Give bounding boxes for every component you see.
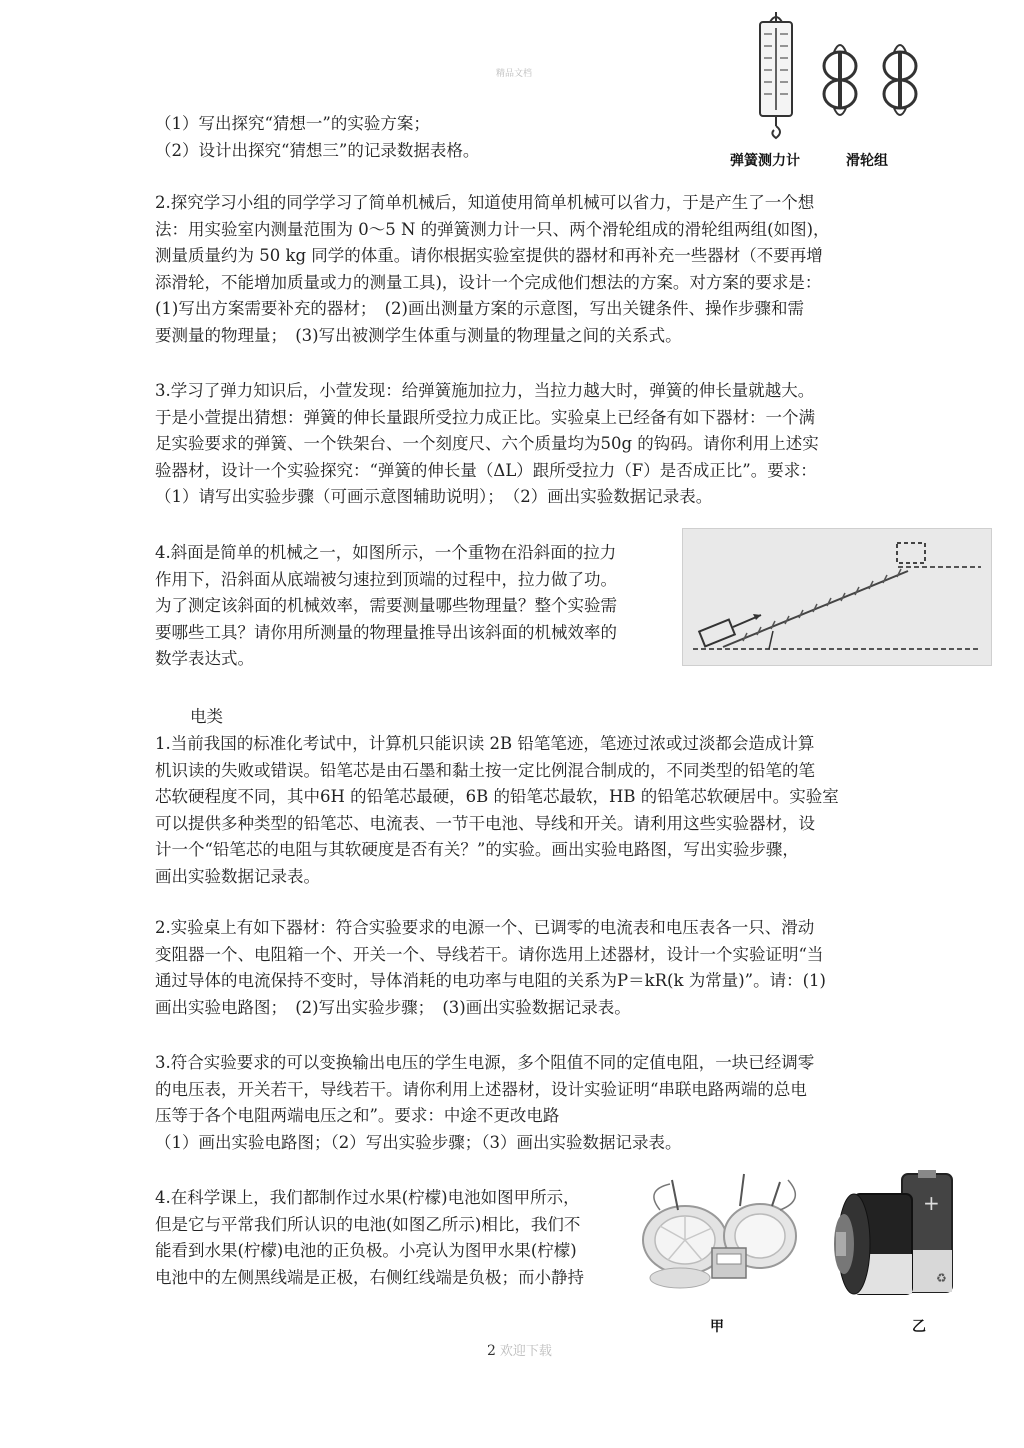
question-line: 足实验要求的弹簧、一个铁架台、一个刻度尺、六个质量均为50g 的钩码。请你利用上述实 [155,434,819,453]
question-line: 添滑轮，不能增加质量或力的测量工具)，设计一个完成他们想法的方案。对方案的要求是： [155,272,822,292]
figure-spring-scale-pulleys [728,8,968,173]
page-number: 2 [487,1343,496,1359]
question-block [155,915,826,1021]
question-line: 3.学习了弹力知识后，小萱发现：给弹簧施加拉力，当拉力越大时，弹簧的伸长量就越大。 [155,381,815,400]
question-line: 测量质量约为 50 kg 同学的体重。请你根据实验室提供的器材和再补充一些器材（不要再增 [155,246,823,265]
pulley-group-illustration [884,45,916,115]
svg-text:+: + [923,1191,940,1215]
figure-inclined-plane [682,528,992,666]
requirement-line: （2）设计出探究“猜想三”的记录数据表格。 [155,140,480,160]
question-line: 但是它与平常我们所认识的电池(如图乙所示)相比，我们不 [155,1214,581,1234]
question-line: 作用下，沿斜面从底端被匀速拉到顶端的过程中，拉力做了功。 [155,569,617,589]
question-line: 法：用实验室内测量范围为 0～5 N 的弹簧测力计一只、两个滑轮组成的滑轮组两组(如图)， [155,219,830,239]
question-line: (1)写出方案需要补充的器材； (2)画出测量方案的示意图，写出关键条件、操作步骤和需 [155,299,804,318]
figure-caption: 弹簧测力计 [730,153,800,169]
question-line: 的电压表，开关若干，导线若干。请你利用上述器材，设计实验证明“串联电路两端的总电 [155,1079,807,1099]
question-line: 可以提供多种类型的铅笔芯、电流表、一节干电池、导线和开关。请利用这些实验器材，设 [155,813,815,833]
header-watermark: 精品文档 [496,69,533,79]
question-line: 验器材，设计一个实验探究：“弹簧的伸长量（ΔL）跟所受拉力（F）是否成正比”。要求： [155,460,817,480]
question-block [155,378,819,511]
section-title: 电类 [190,707,223,726]
previous-question-requirements [155,111,479,164]
question-line: 能看到水果(柠檬)电池的正负极。小亮认为图甲水果(柠檬) [155,1241,577,1260]
question-block [155,540,617,673]
question-block [155,731,839,890]
question-line: 电池中的左侧黑线端是正极，右侧红线端是负极；而小静持 [155,1267,584,1287]
battery-drawing [640,1170,988,1310]
question-line: （1）画出实验电路图；（2）写出实验步骤；（3）画出实验数据记录表。 [155,1132,682,1152]
question-line: 4.在科学课上，我们都制作过水果(柠檬)电池如图甲所示， [155,1188,580,1207]
svg-text:♻: ♻ [936,1271,947,1285]
figure-caption: 乙 [912,1319,926,1335]
question-line: 数学表达式。 [155,649,254,668]
question-line: 为了测定该斜面的机械效率，需要测量哪些物理量？整个实验需 [155,596,617,615]
figure-batteries [640,1170,988,1340]
question-line: 要哪些工具？请你用所测量的物理量推导出该斜面的机械效率的 [155,622,617,642]
question-line: 画出实验电路图； (2)写出实验步骤； (3)画出实验数据记录表。 [155,997,631,1017]
question-line: 要测量的物理量； (3)写出被测学生体重与测量的物理量之间的关系式。 [155,325,682,345]
question-line: 计一个“铅笔芯的电阻与其软硬度是否有关？”的实验。画出实验电路图，写出实验步骤， [155,840,799,859]
question-block [155,190,830,349]
inclined-plane-drawing [683,529,991,665]
requirement-line: （1）写出探究“猜想一”的实验方案； [155,114,430,133]
question-line: 通过导体的电流保持不变时，导体消耗的电功率与电阻的关系为P＝kR(k 为常量)”。请：(1) [155,971,826,990]
question-line: 3.符合实验要求的可以变换输出电压的学生电源，多个阻值不同的定值电阻，一块已经调零 [155,1053,815,1072]
dry-cell-battery-illustration [834,1170,952,1294]
figure-caption: 滑轮组 [846,153,888,169]
question-line: 1.当前我国的标准化考试中，计算机只能识读 2B 铅笔笔迹，笔迹过浓或过淡都会造成计算 [155,734,815,753]
question-line: 4.斜面是简单的机械之一，如图所示，一个重物在沿斜面的拉力 [155,543,617,562]
question-line: 压等于各个电阻两端电压之和”。要求：中途不更改电路 [155,1106,560,1125]
question-line: 于是小萱提出猜想：弹簧的伸长量跟所受拉力成正比。实验桌上已经备有如下器材：一个满 [155,407,815,427]
question-line: 机识读的失败或错误。铅笔芯是由石墨和黏土按一定比例混合制成的，不同类型的铅笔的笔 [155,760,815,780]
question-block [155,1185,584,1291]
question-line: 画出实验数据记录表。 [155,866,320,886]
lemon-battery-illustration [643,1174,796,1288]
pulley-group-illustration [824,45,856,115]
page-footer [487,1340,552,1359]
figure-caption: 甲 [710,1319,724,1335]
footer-watermark: 欢迎下载 [499,1344,552,1359]
question-line: 芯软硬程度不同，其中6H 的铅笔芯最硬，6B 的铅笔芯最软，HB 的铅笔芯软硬居中。实验室 [155,787,839,806]
question-line: （1）请写出实验步骤（可画示意图辅助说明）； （2）画出实验数据记录表。 [155,487,713,506]
question-block [155,1050,814,1156]
question-line: 2.探究学习小组的同学学习了简单机械后，知道使用简单机械可以省力，于是产生了一个想 [155,193,815,212]
question-line: 2.实验桌上有如下器材：符合实验要求的电源一个、已调零的电流表和电压表各一只、滑动 [155,918,815,937]
spring-scale-pulley-drawing [728,8,968,148]
question-line: 变阻器一个、电阻箱一个、开关一个、导线若干。请你选用上述器材，设计一个实验证明“当 [155,944,824,964]
spring-scale-illustration [760,12,792,138]
